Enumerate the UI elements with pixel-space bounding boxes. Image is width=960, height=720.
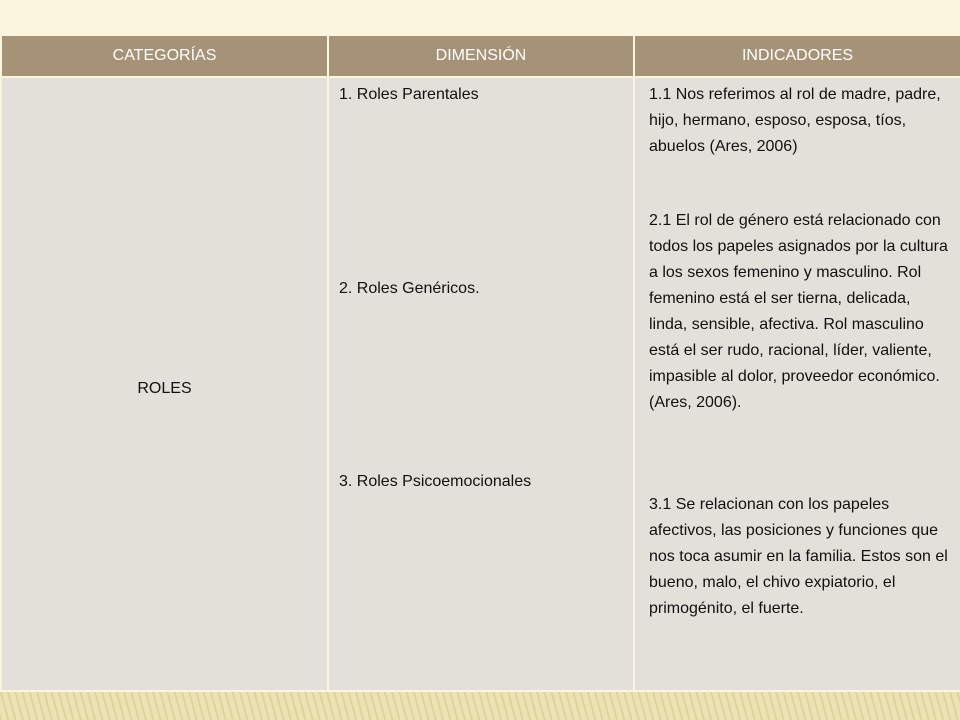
indicators-cell bbox=[634, 77, 960, 691]
header-categorias: CATEGORÍAS bbox=[1, 35, 328, 77]
category-label: ROLES bbox=[137, 380, 192, 397]
dimension-item: 3. Roles Psicoemocionales bbox=[339, 473, 532, 490]
slide-bottom-band bbox=[0, 692, 960, 720]
table-row bbox=[1, 77, 960, 691]
indicator-item: 1.1 Nos referimos al rol de madre, padre, hijo, hermano, esposo, esposa, tíos, abuelos (Ares, 2006) bbox=[649, 86, 941, 155]
slide-top-band bbox=[0, 0, 960, 34]
dimension-item: 1. Roles Parentales bbox=[339, 86, 479, 103]
indicator-item: 2.1 El rol de género está relacionado con todos los papeles asignados por la cultura a los sexos femenino y masculino. Rol femenino está el ser tierna, delicada, linda, sensible, afectiva. Rol masculino está el ser rudo, racional, líder, valiente, impasible al dolor, proveedor económico. (Ares, 2006). bbox=[649, 212, 948, 411]
category-cell bbox=[1, 77, 328, 691]
indicator-item: 3.1 Se relacionan con los papeles afectivos, las posiciones y funciones que nos toca asumir en la familia. Estos son el bueno, malo, el chivo expiatorio, el primogénito, el fuerte. bbox=[649, 496, 948, 617]
roles-table bbox=[0, 34, 960, 692]
dimension-item: 2. Roles Genéricos. bbox=[339, 280, 480, 297]
header-indicadores: INDICADORES bbox=[634, 35, 960, 77]
dimension-cell bbox=[328, 77, 634, 691]
header-row bbox=[1, 35, 960, 77]
header-dimension: DIMENSIÓN bbox=[328, 35, 634, 77]
